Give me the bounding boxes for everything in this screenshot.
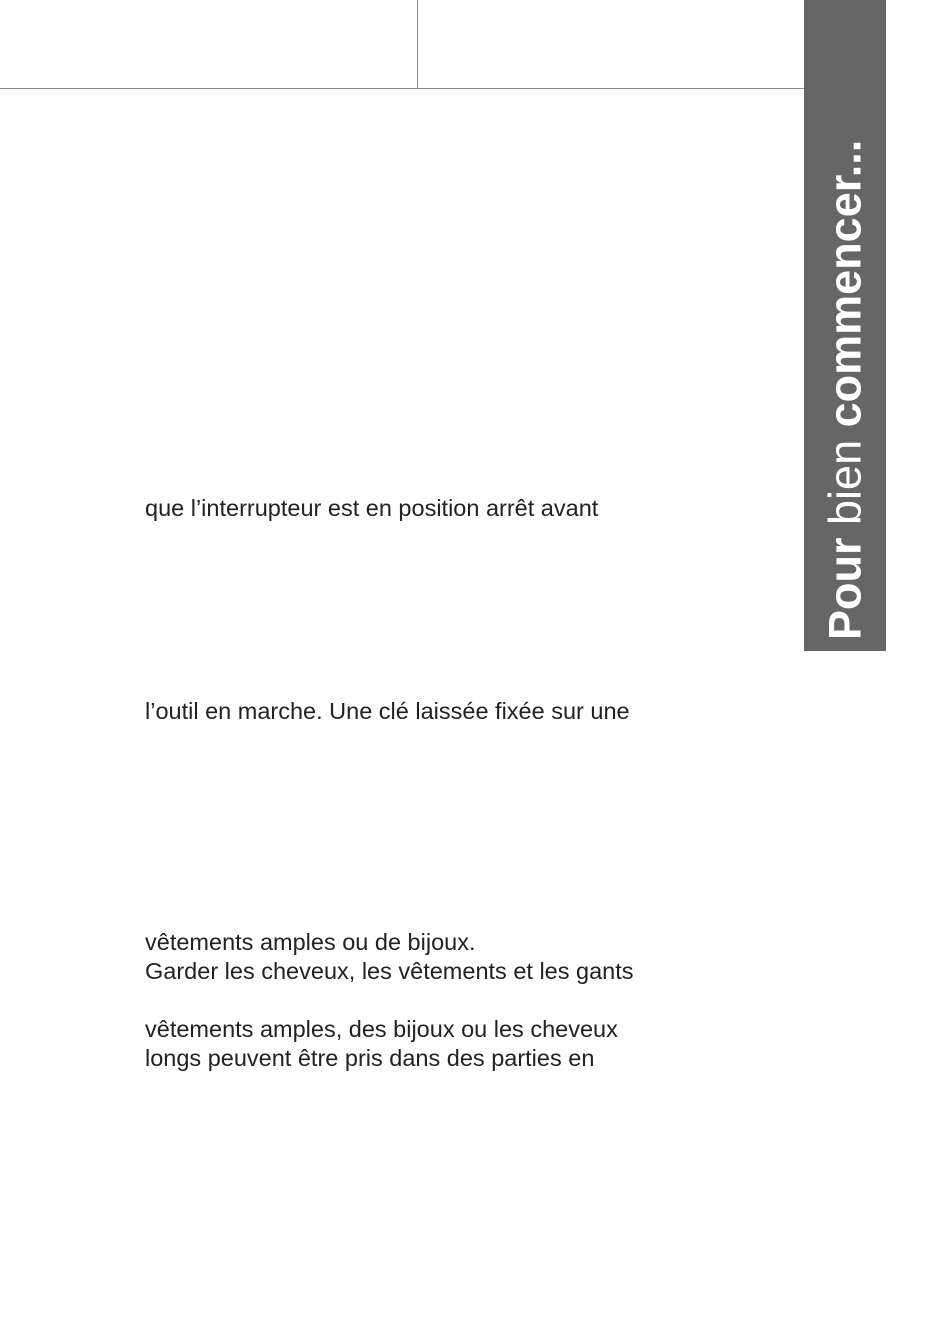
body-text-line-6: longs peuvent être pris dans des parties en bbox=[145, 1045, 595, 1071]
body-text-line-3: vêtements amples ou de bijoux. bbox=[145, 929, 476, 955]
section-title-vertical bbox=[819, 139, 871, 640]
section-title-word-pour: Pour bbox=[819, 537, 871, 640]
body-text-line-2: l’outil en marche. Une clé laissée fixée sur une bbox=[145, 698, 630, 724]
section-title-word-bien: bien bbox=[819, 427, 871, 538]
section-side-tab bbox=[804, 0, 886, 651]
body-text-line-1: que l’interrupteur est en position arrêt avant bbox=[145, 495, 599, 521]
body-text-line-4: Garder les cheveux, les vêtements et les gants bbox=[145, 958, 634, 984]
header-vertical-rule bbox=[417, 0, 418, 88]
section-title-word-commencer: commencer... bbox=[819, 139, 871, 428]
header-horizontal-rule bbox=[0, 88, 804, 89]
body-text-line-5: vêtements amples, des bijoux ou les cheveux bbox=[145, 1016, 618, 1042]
